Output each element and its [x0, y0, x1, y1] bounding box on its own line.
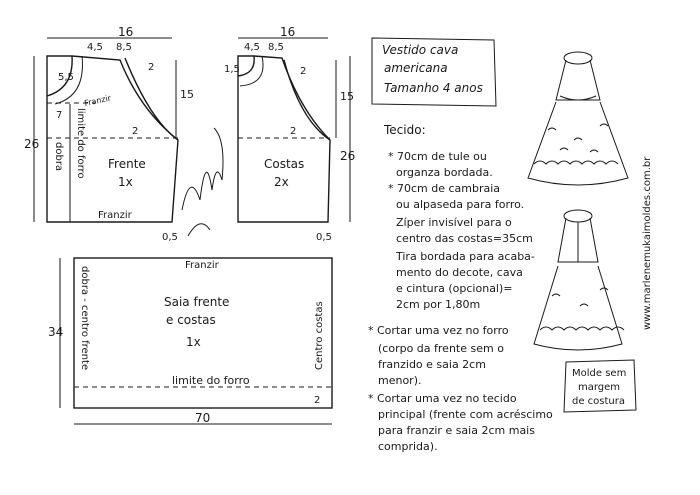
skirt-width-label: 70 [195, 411, 211, 425]
instruction-line: para franzir e saia 2cm mais [378, 424, 535, 437]
back-neckline [238, 56, 254, 76]
back-total-height-label: 26 [340, 149, 356, 163]
no-seam-line2: margem [578, 382, 621, 393]
front-name: Frente [108, 157, 146, 171]
front-fold-label: dobra [53, 142, 64, 172]
skirt-qty: 1x [186, 335, 201, 349]
skirt-left-label: dobra - centro frente [79, 266, 90, 371]
skirt-lining-label: limite do forro [172, 374, 250, 387]
materials-line: centro das costas=35cm [396, 232, 533, 245]
no-seam-line1: Molde sem [572, 368, 627, 379]
instruction-line: comprida). [378, 440, 438, 453]
back-width-label: 16 [280, 25, 296, 39]
materials-line: * 70cm de cambraia [388, 182, 501, 195]
back-name: Costas [264, 157, 305, 171]
materials-heading: Tecido: [384, 123, 426, 137]
back-bodice-height-label: 15 [340, 90, 354, 103]
instruction-line: menor). [378, 374, 422, 387]
front-neck-gather-label: Franzir [83, 93, 112, 108]
front-waist-offset-label: 7 [56, 110, 63, 121]
materials-line: Zíper invisível para o [396, 216, 512, 229]
front-side-inset-label: 0,5 [162, 232, 178, 243]
instruction-line: * Cortar uma vez no tecido [368, 392, 517, 405]
front-shoulder-width-label: 8,5 [116, 42, 132, 53]
front-bodice-height-label: 15 [180, 88, 194, 101]
title-line3: Tamanho 4 anos [384, 81, 483, 95]
title-line1: Vestido cava [382, 43, 459, 57]
website-url: www.marlenemukaimoldes.com.br [642, 156, 653, 330]
materials-line: * 70cm de tule ou [388, 150, 487, 163]
skirt-gather-label: Franzir [185, 260, 219, 271]
back-shoulder-width-label: 8,5 [268, 42, 284, 53]
instruction-line: (corpo da frente sem o [378, 342, 504, 355]
front-width-label: 16 [118, 25, 134, 39]
materials-line: ou alpaseda para forro. [396, 198, 525, 211]
materials-line: organza bordada. [396, 166, 493, 179]
back-armhole-inset-label: 2 [290, 126, 297, 137]
front-neck-width-label: 4,5 [87, 42, 103, 53]
materials-line: 2cm por 1,80m [396, 298, 481, 311]
materials-line: Tira bordada para acaba- [396, 250, 535, 263]
dress-back-illustration [534, 210, 624, 350]
front-lining-label: limite do forro [75, 108, 86, 179]
skirt-height-label: 34 [48, 325, 64, 339]
designer-signature [182, 128, 223, 236]
back-armhole-top-label: 2 [300, 66, 307, 77]
no-seam-line3: de costura [572, 396, 626, 407]
no-seam-note [564, 360, 636, 412]
instructions-block [368, 324, 553, 453]
materials-line: mento do decote, cava [396, 266, 523, 279]
materials-block [383, 123, 535, 311]
front-armhole-top-label: 2 [148, 62, 155, 73]
skirt-name-line1: Saia frente [164, 295, 230, 309]
front-bottom-gather-label: Franzir [98, 210, 132, 221]
back-bodice-outline [238, 56, 330, 222]
materials-line: e cintura (opcional)= [396, 282, 513, 295]
back-neck-drop-label: 1,5 [224, 64, 240, 75]
front-armhole-inset-label: 2 [132, 126, 139, 137]
instruction-line: * Cortar uma vez no forro [368, 324, 509, 337]
title-line2: americana [384, 61, 448, 75]
back-side-inset-label: 0,5 [316, 232, 332, 243]
skirt-name-line2: e costas [166, 313, 216, 327]
instruction-line: principal (frente com acréscimo [378, 408, 553, 421]
back-bodice-pattern [224, 25, 355, 243]
front-neck-drop-label: 5,5 [58, 72, 74, 83]
instruction-line: franzido e saia 2cm [378, 358, 486, 371]
dress-front-illustration [528, 52, 628, 185]
front-total-height-label: 26 [24, 137, 40, 151]
back-neck-width-label: 4,5 [244, 42, 260, 53]
front-qty: 1x [118, 175, 133, 189]
skirt-hem-label: 2 [314, 395, 321, 406]
title-block [372, 38, 496, 106]
front-bodice-pattern [24, 25, 194, 243]
back-neck-band-line [240, 56, 263, 86]
back-qty: 2x [274, 175, 289, 189]
skirt-pattern [48, 258, 332, 425]
skirt-right-label: Centro costas [314, 301, 325, 370]
